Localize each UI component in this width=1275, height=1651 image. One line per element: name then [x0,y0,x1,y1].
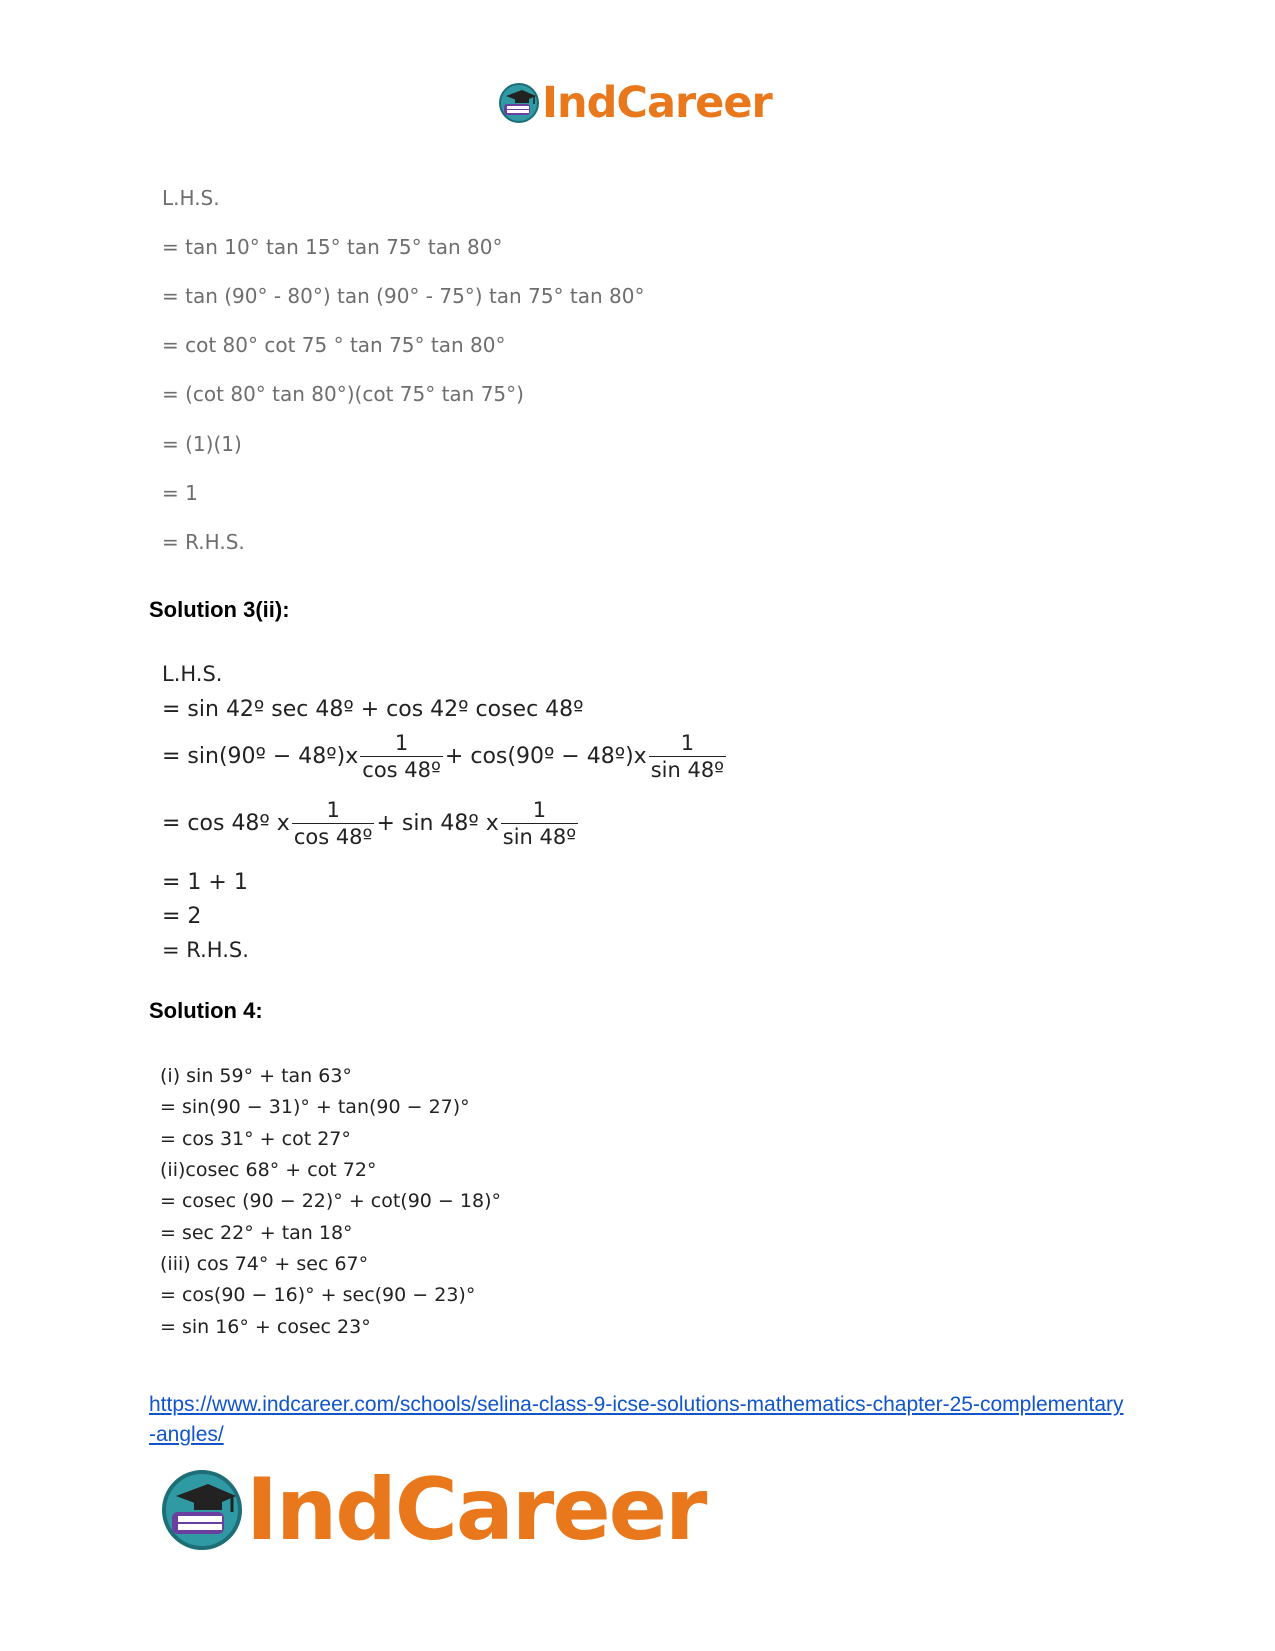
sol3ii-line-3-part-a: = cos 48º x [162,811,290,836]
sol4-line-6: (iii) cos 74° + sec 67° [160,1253,369,1275]
block1-line-2: = tan (90° - 80°) tan (90° - 75°) tan 75° tan 80° [162,284,645,308]
sol3ii-line-3 [162,797,580,850]
indcareer-logo-bottom [160,1462,705,1558]
sol3ii-line-5: = 2 [162,904,202,929]
sol3ii-line-4: = 1 + 1 [162,870,248,895]
brand-wordmark: IndCareer [246,1460,706,1560]
fraction-numerator: 1 [326,798,340,822]
sol3ii-line-1: = sin 42º sec 48º + cos 42º cosec 48º [162,697,584,722]
graduation-book-icon [498,82,540,124]
block1-line-7: = R.H.S. [162,530,245,554]
graduation-book-icon [160,1468,244,1552]
block1-line-6: = 1 [162,481,198,505]
fraction-denominator: sin 48º [502,825,577,849]
sol4-line-2: = cos 31° + cot 27° [160,1128,351,1150]
sol4-line-3: (ii)cosec 68° + cot 72° [160,1159,377,1181]
sol4-line-4: = cosec (90 − 22)° + cot(90 − 18)° [160,1190,501,1212]
fraction [292,797,375,850]
fraction-numerator: 1 [394,731,409,755]
sol4-line-1: = sin(90 − 31)° + tan(90 − 27)° [160,1096,470,1118]
brand-wordmark: IndCareer [542,78,772,128]
sol3ii-line-2-part-b: + cos(90º − 48º)x [444,744,647,769]
sol3ii-line-2 [162,730,728,783]
sol3ii-lhs: L.H.S. [162,662,223,686]
fraction [501,797,578,850]
block1-line-4: = (cot 80° tan 80°)(cot 75° tan 75°) [162,382,524,406]
sol4-line-7: = cos(90 − 16)° + sec(90 − 23)° [160,1284,476,1306]
indcareer-logo-top [498,76,772,130]
block1-line-5: = (1)(1) [162,432,242,456]
fraction-denominator: cos 48º [293,825,373,849]
fraction-denominator: sin 48º [650,758,725,782]
fraction [649,730,726,783]
sol3ii-line-2-part-a: = sin(90º − 48º)x [162,744,359,769]
sol4-line-0: (i) sin 59° + tan 63° [160,1065,352,1087]
fraction-numerator: 1 [680,731,695,755]
block1-line-1: = tan 10° tan 15° tan 75° tan 80° [162,235,503,259]
sol4-line-8: = sin 16° + cosec 23° [160,1316,371,1338]
fraction [360,730,443,783]
sol3ii-line-3-part-b: + sin 48º x [376,811,499,836]
sol4-line-5: = sec 22° + tan 18° [160,1222,353,1244]
fraction-denominator: cos 48º [362,758,441,782]
fraction-numerator: 1 [532,798,547,822]
block1-line-0: L.H.S. [162,186,220,210]
sol3ii-line-6: = R.H.S. [162,938,249,962]
solution-4-heading: Solution 4: [149,998,263,1023]
source-url-link[interactable]: https://www.indcareer.com/schools/selina-class-9-icse-solutions-mathematics-chapter-25-complementary-angles/ [149,1393,1124,1446]
block1-line-3: = cot 80° cot 75 ° tan 75° tan 80° [162,333,506,357]
solution-3ii-heading: Solution 3(ii): [149,597,290,622]
